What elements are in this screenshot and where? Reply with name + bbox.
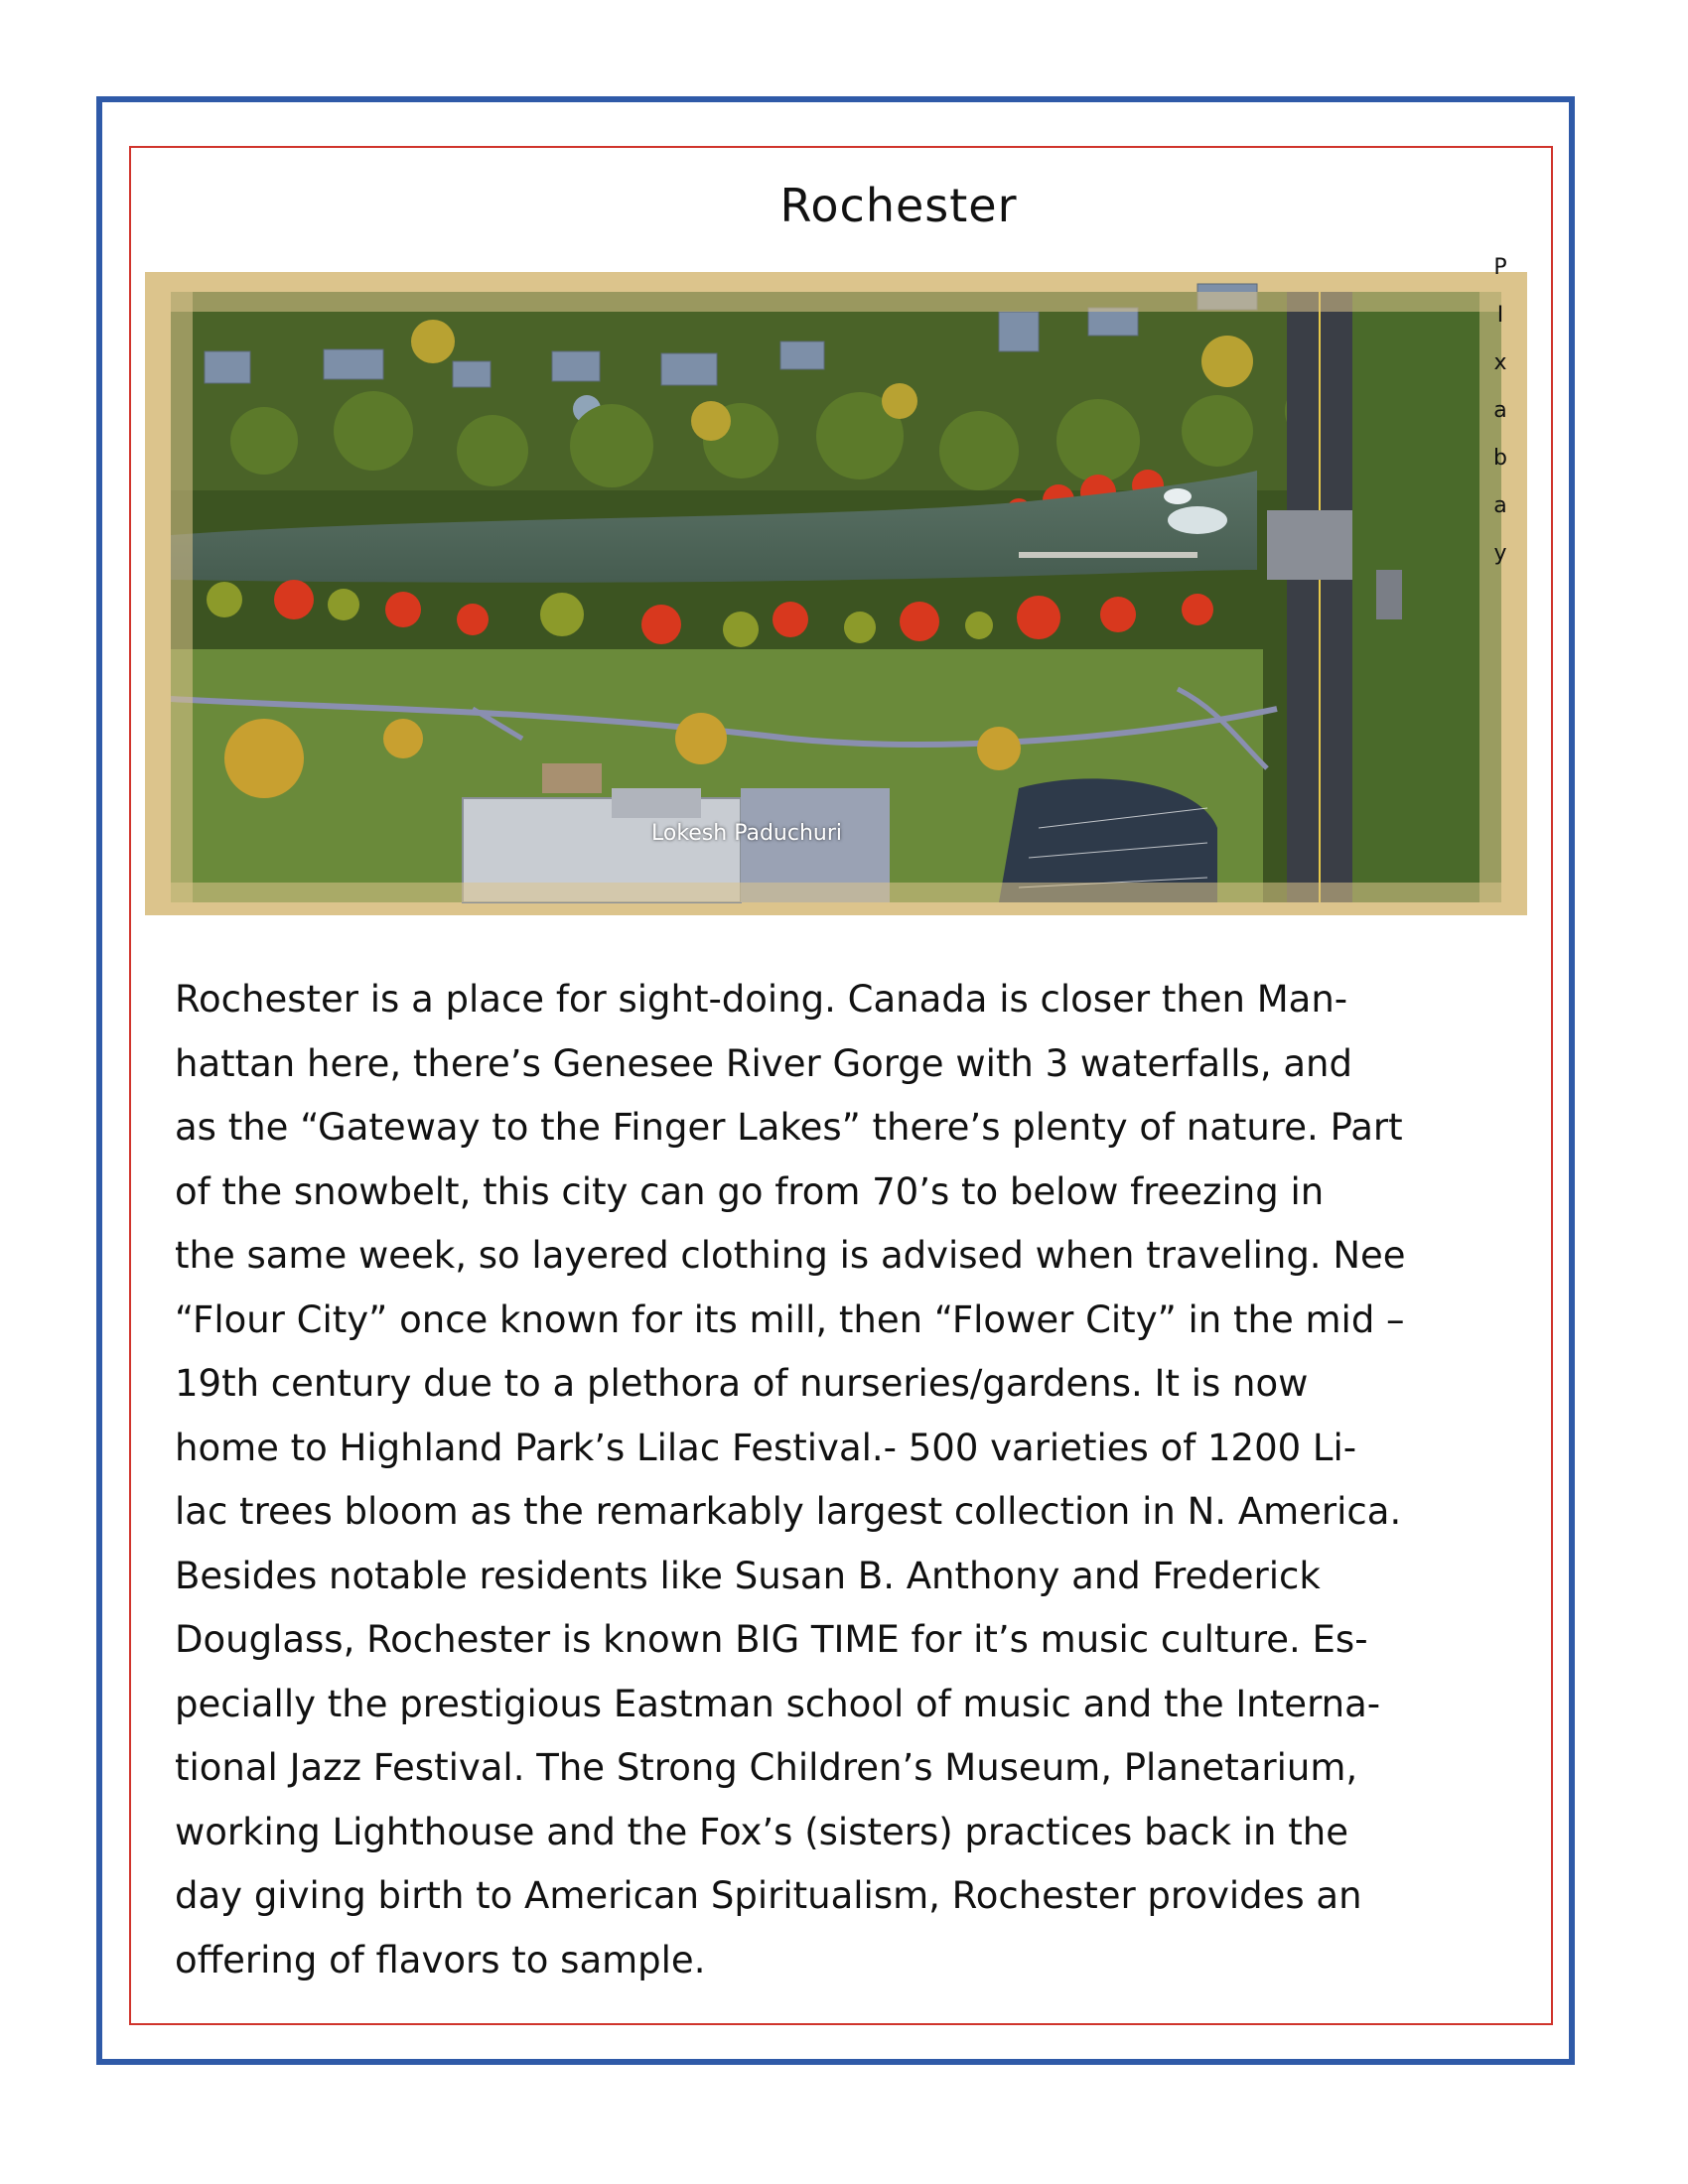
photo-source-vertical: [1485, 244, 1515, 578]
page-title: Rochester: [779, 179, 1018, 232]
body-paragraph: Rochester is a place for sight-doing. Canada is closer then Man- hattan here, there’s Genesee River Gorge with 3 waterfalls, and as the “Gateway to the Finger Lakes” there’s plenty of nature. Part of the snowbelt, this city can go from 70’s to below freezing in the same week, so layered clothing is advised when traveling. Nee “Flour City” once known for its mill, then “Flower City” in the mid – 19th century due to a plethora of nurseries/gardens. It is now home to Highland Park’s Lilac Festival.- 500 varieties of 1200 Li- lac trees bloom as the remarkably largest collection in N. America. Besides notable residents like Susan B. Anthony and Frederick Douglass, Rochester is known BIG TIME for it’s music culture. Es- pecially the prestigious Eastman school of music and the Interna- tional Jazz Festival. The Strong Children’s Museum, Planetarium, working Lighthouse and the Fox’s (sisters) practices back in the day giving birth to American Spiritualism, Rochester provides an offering of flavors to sample.: [175, 978, 1406, 1981]
source-letter: a: [1493, 493, 1507, 518]
aerial-photo-drawing: [145, 272, 1527, 915]
source-letter: I: [1496, 303, 1504, 328]
aerial-river-photo: [145, 272, 1527, 915]
source-letter: y: [1493, 541, 1507, 566]
photo-credit: Lokesh Paduchuri: [650, 821, 843, 846]
source-letter: P: [1493, 255, 1507, 280]
source-letter: a: [1493, 398, 1507, 423]
source-letter: x: [1493, 350, 1507, 375]
source-letter: b: [1493, 446, 1507, 471]
